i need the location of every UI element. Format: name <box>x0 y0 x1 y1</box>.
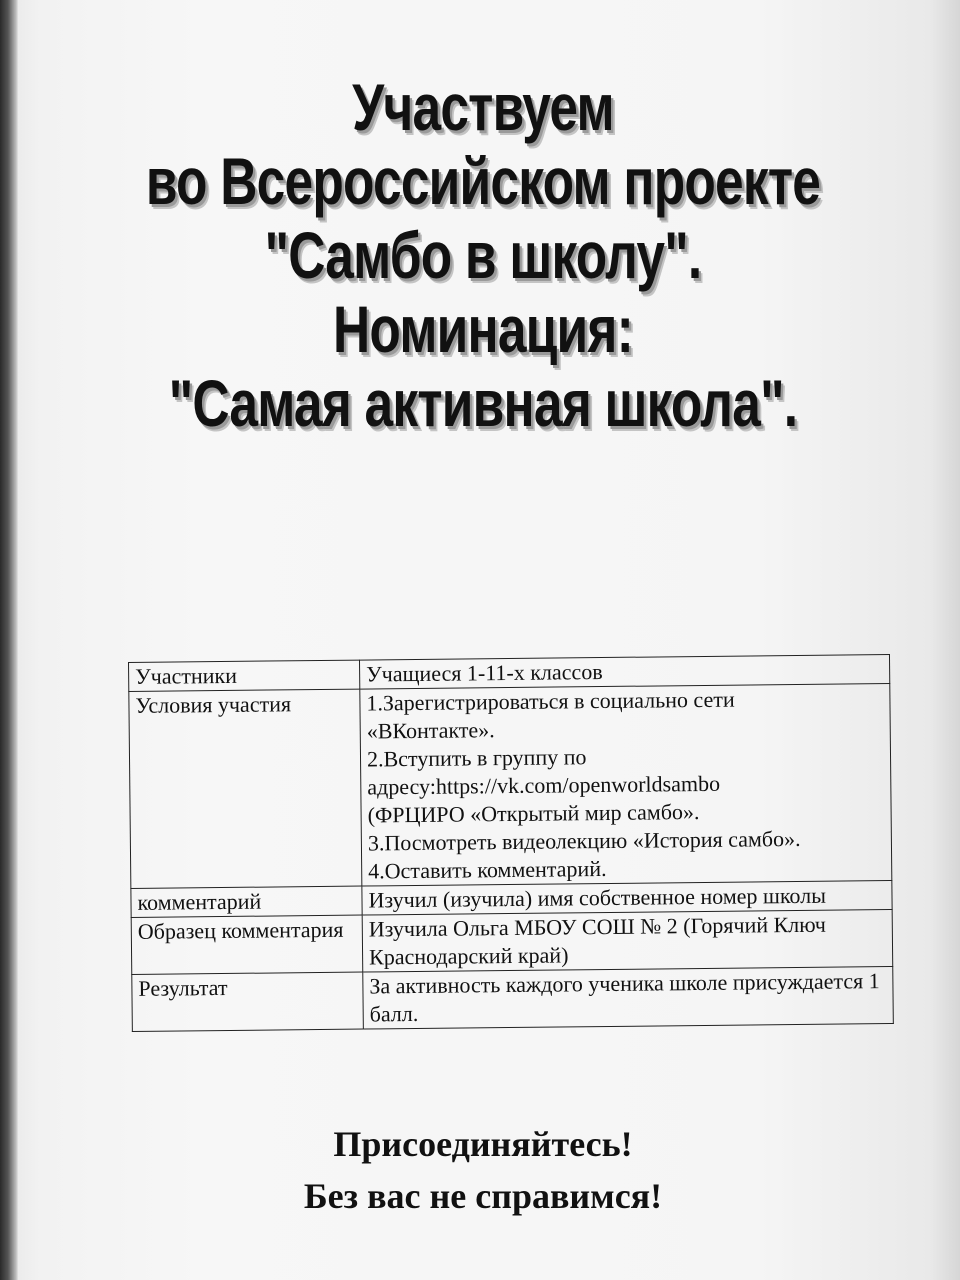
heading-line-3: "Самбо в школу". <box>264 218 702 292</box>
row-value: Учащиеся 1-11-х классов <box>359 655 889 690</box>
poster-heading <box>18 70 948 440</box>
table-row <box>131 910 893 975</box>
poster-sheet <box>18 0 948 1280</box>
row-value: Изучила Ольга МБОУ СОШ № 2 (Горячий Ключ Краснодарский край) <box>362 910 893 973</box>
row-label: Образец комментария <box>131 915 363 974</box>
condition-line: 1.Зарегистрироваться в социально сети <box>366 686 735 716</box>
footer-line-1: Присоединяйтесь! <box>333 1124 633 1164</box>
photo-edge-shadow <box>0 0 18 1280</box>
info-table <box>128 654 894 1032</box>
footer-line-2: Без вас не справимся! <box>303 1176 663 1216</box>
row-label: Условия участия <box>129 689 362 888</box>
row-label: Участники <box>129 660 360 691</box>
condition-line: «ВКонтакте». <box>366 717 495 744</box>
condition-line: 2.Вступить в группу по <box>366 744 587 772</box>
heading-line-4: Номинация: <box>332 292 634 366</box>
table-row <box>129 684 892 889</box>
row-value: За активность каждого ученика школе присуждается 1 балл. <box>363 967 894 1030</box>
row-value-conditions <box>360 684 892 887</box>
row-label: комментарий <box>131 886 362 917</box>
condition-line: адресу:https://vk.com/openworldsambo <box>367 770 721 800</box>
heading-line-2: во Всероссийском проекте <box>145 144 821 218</box>
heading-line-5: "Самая активная школа". <box>168 366 798 440</box>
table-row <box>132 967 894 1032</box>
row-value: Изучил (изучила) имя собственное номер школы <box>362 881 892 916</box>
condition-line: 3.Посмотреть видеолекцию «История самбо». <box>367 825 801 856</box>
heading-line-1: Участвуем <box>352 70 614 144</box>
row-label: Результат <box>132 972 364 1031</box>
condition-line: (ФРЦИРО «Открытый мир самбо». <box>367 799 700 828</box>
poster-footer <box>18 1118 948 1222</box>
condition-line: 4.Оставить комментарий. <box>368 856 607 884</box>
